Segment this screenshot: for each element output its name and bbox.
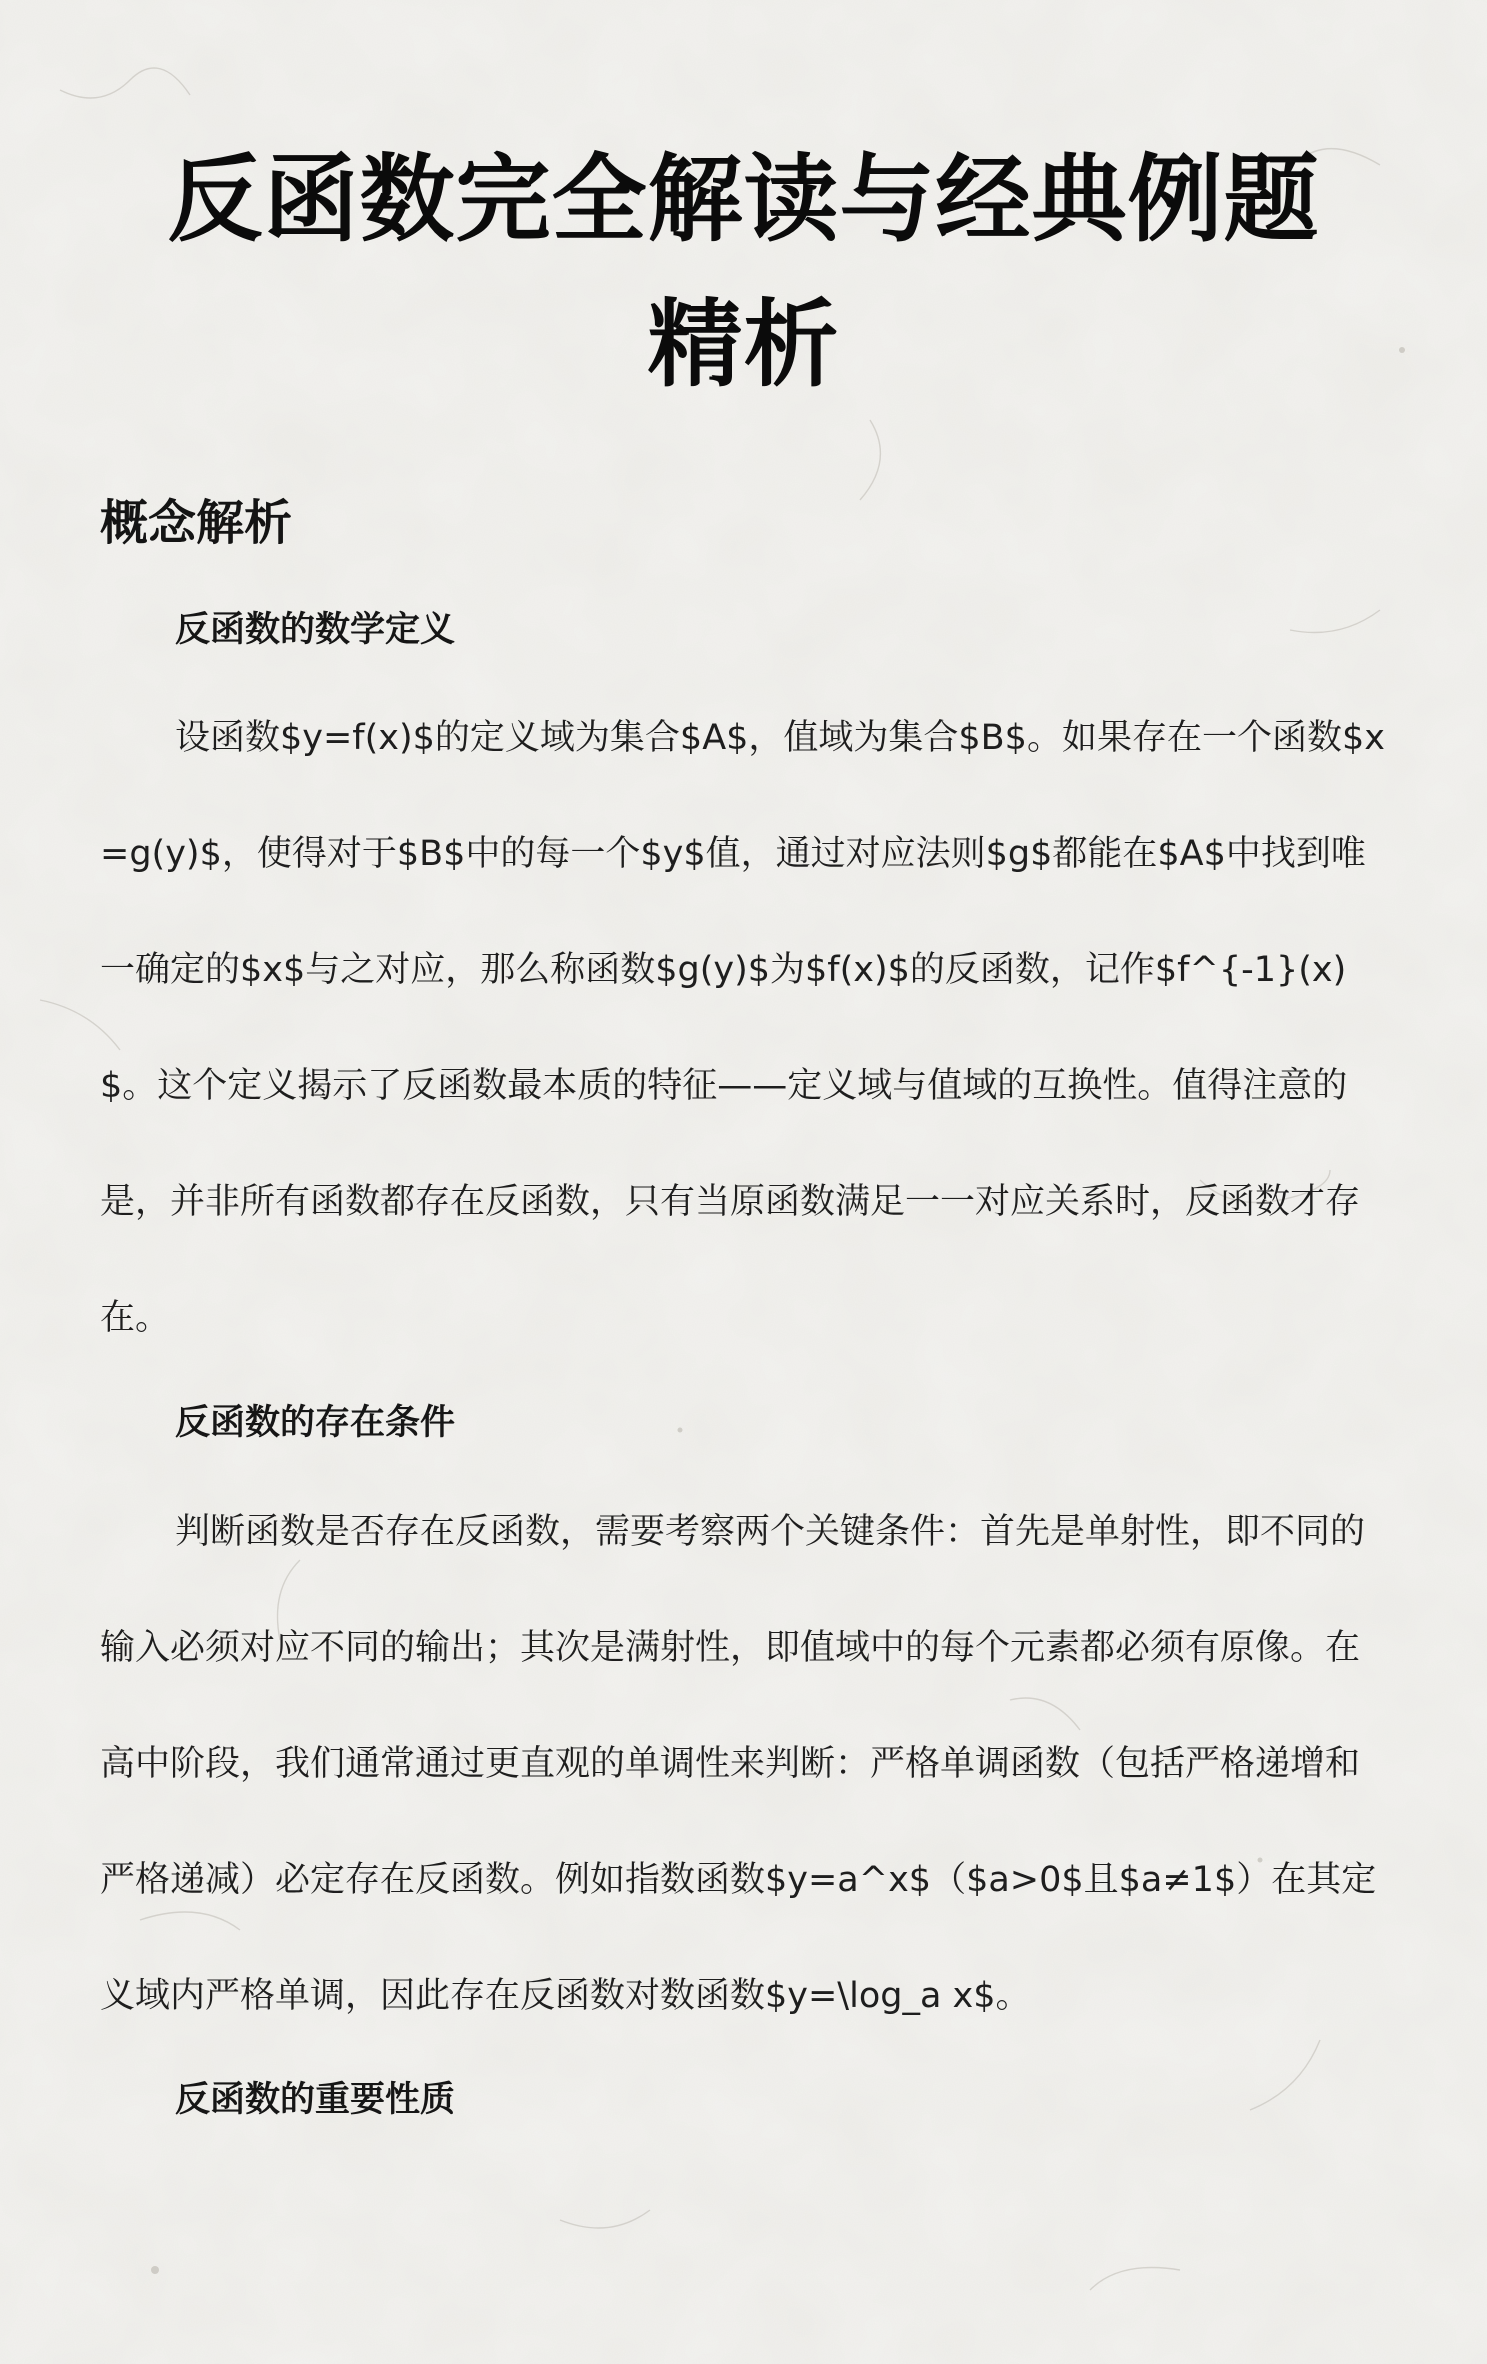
subsection-heading-definition: 反函数的数学定义 (175, 610, 456, 650)
paragraph-existence: 判断函数是否存在反函数，需要考察两个关键条件：首先是单射性，即不同的输入必须对应不同的输出；其次是满射性，即值域中的每个元素都必须有原像。在高中阶段，我们通常通过更直观的单调性来判断：严格单调函数（包括严格递增和严格递减）必定存在反函数。例如指数函数$y=a^x$（$a>0$且$a≠1$）在其定义域内严格单调，因此存在反函数对数函数$y=\log_a x$。 (100, 1512, 1377, 2016)
subsection-heading-existence: 反函数的存在条件 (175, 1403, 456, 1443)
paragraph-definition: 设函数$y=f(x)$的定义域为集合$A$，值域为集合$B$。如果存在一个函数$x=g(y)$，使得对于$B$中的每一个$y$值，通过对应法则$g$都能在$A$中找到唯一确定的$x$与之对应，那么称函数$g(y)$为$f(x)$的反函数，记作$f^{-1}(x)$。这个定义揭示了反函数最本质的特征——定义域与值域的互换性。值得注意的是，并非所有函数都存在反函数，只有当原函数满足一一对应关系时，反函数才存在。 (100, 718, 1385, 1338)
subsection-heading-properties: 反函数的重要性质 (175, 2080, 456, 2120)
section-heading-concept: 概念解析 (100, 495, 293, 551)
document-title: 反函数完全解读与经典例题精析 (167, 145, 1320, 400)
